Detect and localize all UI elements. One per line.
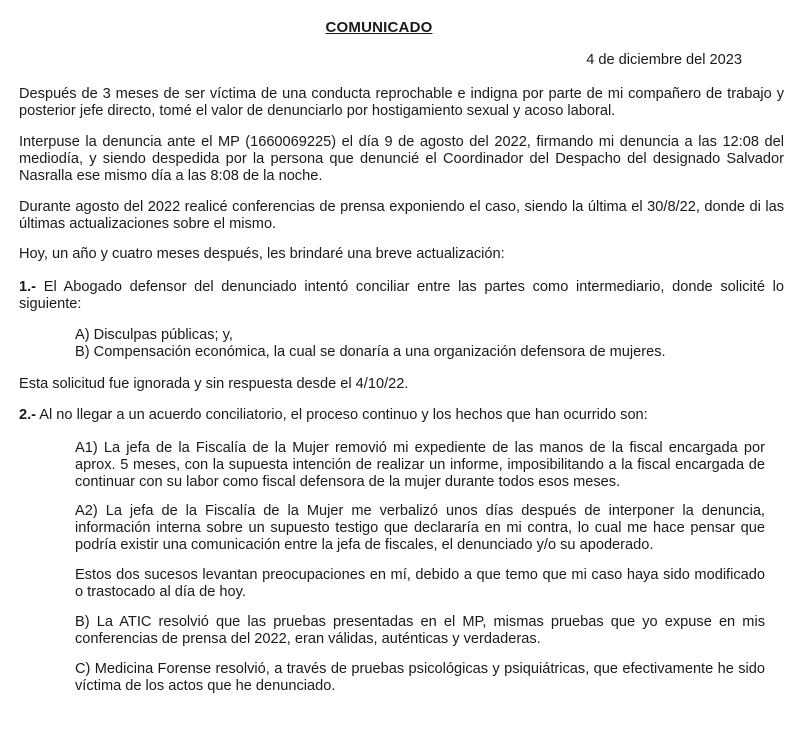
paragraph-update-intro: Hoy, un año y cuatro meses después, les brindaré una breve actualización: bbox=[19, 246, 505, 262]
list-item-2-a1: A1) La jefa de la Fiscalía de la Mujer removió mi expediente de las manos de la fiscal encargada por aprox. 5 meses, con la supuesta intención de realizar un informe, imposibilitando a la fiscal encargada de continuar con su labor como fiscal defensora de la mujer durante todos esos meses. bbox=[75, 440, 765, 490]
list-item-1-option-b: B) Compensación económica, la cual se donaría a una organización defensora de mujeres. bbox=[75, 344, 666, 360]
list-item-2-concern: Estos dos sucesos levantan preocupaciones en mí, debido a que temo que mi caso haya sido modificado o trastocado al día de hoy. bbox=[75, 567, 765, 600]
list-item-2 bbox=[19, 407, 784, 424]
list-item-2-c: C) Medicina Forense resolvió, a través de pruebas psicológicas y psiquiátricas, que efectivamente he sido víctima de los actos que he denunciado. bbox=[75, 661, 765, 694]
paragraph-intro: Después de 3 meses de ser víctima de una conducta reprochable e indigna por parte de mi compañero de trabajo y posterior jefe directo, tomé el valor de denunciarlo por hostigamiento sexual y acoso laboral. bbox=[19, 86, 784, 119]
paragraph-complaint: Interpuse la denuncia ante el MP (1660069225) el día 9 de agosto del 2022, firmando mi denuncia a las 12:08 del mediodía, y siendo despedida por la persona que denuncié el Coordinador del Despacho del designado Salvador Nasralla ese mismo día a las 8:08 de la noche. bbox=[19, 134, 784, 184]
list-item-1-option-a: A) Disculpas públicas; y, bbox=[75, 327, 233, 343]
list-item-2-text: Al no llegar a un acuerdo conciliatorio, el proceso continuo y los hechos que han ocurrido son: bbox=[36, 407, 648, 423]
list-item-2-b: B) La ATIC resolvió que las pruebas presentadas en el MP, mismas pruebas que yo expuse en mis conferencias de prensa del 2022, eran válidas, auténticas y verdaderas. bbox=[75, 614, 765, 647]
document-date: 4 de diciembre del 2023 bbox=[586, 52, 742, 68]
paragraph-press: Durante agosto del 2022 realicé conferencias de prensa exponiendo el caso, siendo la última el 30/8/22, donde di las últimas actualizaciones sobre el mismo. bbox=[19, 199, 784, 232]
list-item-1-text: El Abogado defensor del denunciado intentó conciliar entre las partes como intermediario, donde solicité lo siguiente: bbox=[19, 279, 784, 312]
list-item-1-number: 1.- bbox=[19, 279, 37, 295]
list-item-2-a2: A2) La jefa de la Fiscalía de la Mujer me verbalizó unos días después de interponer la denuncia, información interna sobre un supuesto testigo que declararía en mi contra, lo cual me hace pensar que podría existir una comunicación entre la jefa de fiscales, el denunciado y/o su apoderado. bbox=[75, 503, 765, 553]
paragraph-ignored: Esta solicitud fue ignorada y sin respuesta desde el 4/10/22. bbox=[19, 376, 409, 392]
document-title: COMUNICADO bbox=[325, 19, 433, 36]
list-item-2-number: 2.- bbox=[19, 407, 37, 423]
list-item-1 bbox=[19, 279, 784, 313]
